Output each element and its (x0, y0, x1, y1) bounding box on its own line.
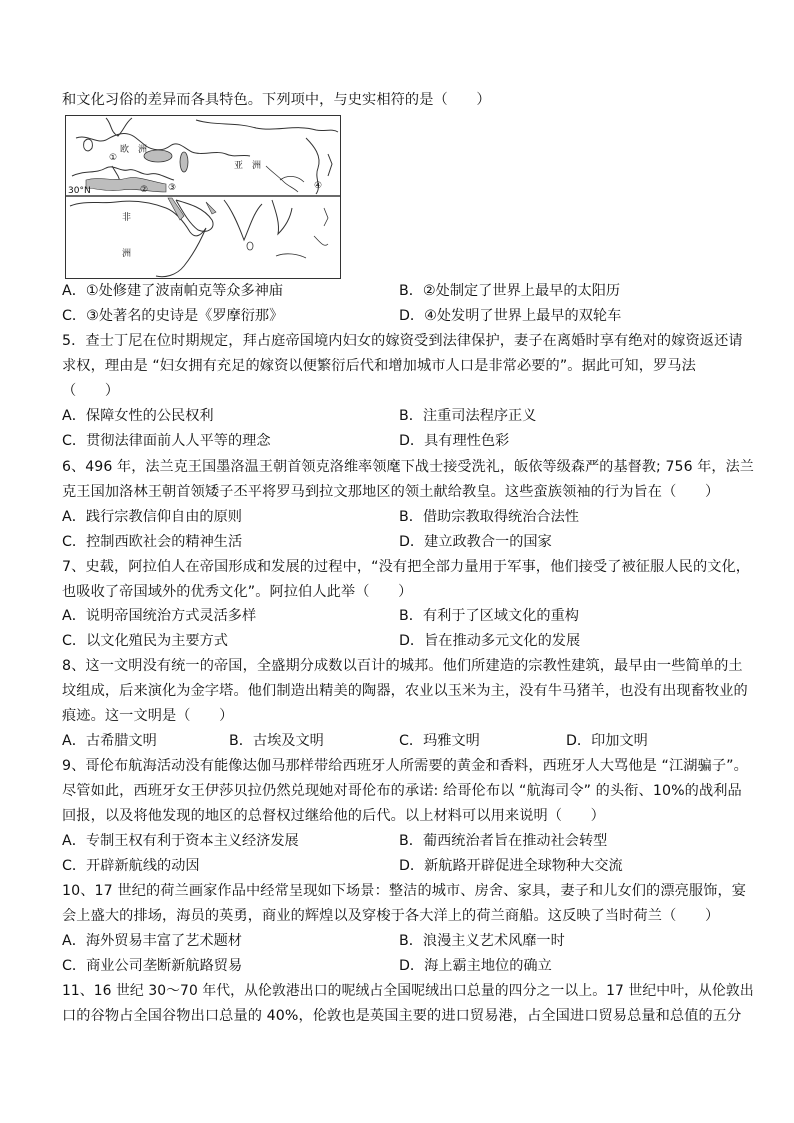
map-label-30n: 30°N (68, 186, 91, 196)
q6-stem-line-2: 克王国加洛林王朝首领矮子丕平将罗马到拉文那地区的领土献给教皇。这些蛮族领袖的行为旨在（ ） (62, 484, 720, 500)
q8-stem-line-3: 痕迹。这一文明是（ ） (62, 708, 234, 724)
q4-stem: 和文化习俗的差异而各具特色。下列项中，与史实相符的是（ ） (62, 92, 491, 108)
q5-stem-line-3: （ ） (62, 383, 120, 399)
q5-stem-line-1: 5．查士丁尼在位时期规定，拜占庭帝国境内妇女的嫁资受到法律保护，妻子在离婚时享有绝对的嫁资返还请 (62, 333, 743, 349)
q4-option-a[interactable]: A．①处修建了波南帕克等众多神庙 (62, 283, 284, 299)
q7-option-a[interactable]: A．说明帝国统治方式灵活多样 (62, 608, 257, 624)
q10-stem-line-2: 会上盛大的排场，海员的英勇，商业的辉煌以及穿梭于各大洋上的荷兰商船。这反映了当时荷兰（ ） (62, 908, 720, 924)
q4-option-d[interactable]: D．④处发明了世界上最早的双轮车 (399, 308, 622, 324)
q7-stem-line-1: 7、史载，阿拉伯人在帝国形成和发展的过程中，“没有把全部力量用于军事，他们接受了被征服人民的文化， (62, 559, 751, 575)
map-label-asia: 亚 洲 (234, 161, 262, 171)
q6-option-a[interactable]: A．践行宗教信仰自由的原则 (62, 509, 242, 525)
q8-option-d[interactable]: D．印加文明 (566, 733, 648, 749)
q6-stem-line-1: 6、496 年，法兰克王国墨洛温王朝首领克洛维率领麾下战士接受洗礼，皈依等级森严的基督教; 756 年，法兰 (62, 459, 754, 475)
q8-stem-line-2: 坟组成，后来演化为金字塔。他们制造出精美的陶器，农业以玉米为主，没有牛马猪羊，也没有出现畜牧业的 (62, 683, 748, 699)
q6-option-b[interactable]: B．借助宗教取得统治合法性 (399, 509, 579, 525)
q9-option-c[interactable]: C．开辟新航线的动因 (62, 858, 200, 874)
q9-option-d[interactable]: D．新航路开辟促进全球物种大交流 (399, 858, 623, 874)
q10-option-b[interactable]: B．浪漫主义艺术风靡一时 (399, 933, 565, 949)
q7-option-b[interactable]: B．有利于了区域文化的重构 (399, 608, 579, 624)
map-marker-1: ① (109, 153, 118, 163)
map-label-africa: 非 (122, 213, 132, 223)
map-marker-2: ② (140, 185, 149, 195)
map-marker-3: ③ (168, 183, 177, 193)
q8-option-c[interactable]: C．玛雅文明 (399, 733, 480, 749)
q4-option-b[interactable]: B．②处制定了世界上最早的太阳历 (399, 283, 621, 299)
q8-stem-line-1: 8、这一文明没有统一的帝国，全盛期分成数以百计的城邦。他们所建造的宗教性建筑，最早由一些简单的土 (62, 658, 743, 674)
q5-option-a[interactable]: A．保障女性的公民权利 (62, 408, 214, 424)
map-figure (66, 116, 340, 278)
q11-stem-line-1: 11、16 世纪 30～70 年代，从伦敦港出口的呢绒占全国呢绒出口总量的四分之一以上。17 世纪中叶，从伦敦出 (62, 983, 754, 999)
q9-stem-line-3: 回报，以及将他发现的地区的总督权过继给他的后代。以上材料可以用来说明（ ） (62, 808, 605, 824)
q5-option-b[interactable]: B．注重司法程序正义 (399, 408, 537, 424)
q7-option-d[interactable]: D．旨在推动多元文化的发展 (399, 633, 581, 649)
q10-option-a[interactable]: A．海外贸易丰富了艺术题材 (62, 933, 242, 949)
q10-option-c[interactable]: C．商业公司垄断新航路贸易 (62, 958, 243, 974)
q9-stem-line-2: 尽管如此，西班牙女王伊莎贝拉仍然兑现她对哥伦布的承诺: 给哥伦布以 “航海司令” 的头衔、10%的战利品 (62, 783, 742, 799)
q10-option-d[interactable]: D．海上霸主地位的确立 (399, 958, 552, 974)
q10-stem-line-1: 10、17 世纪的荷兰画家作品中经常呈现如下场景：整洁的城市、房舍、家具，妻子和儿女们的漂亮服饰，宴 (62, 883, 747, 899)
q9-option-b[interactable]: B．葡西统治者旨在推动社会转型 (399, 833, 608, 849)
q4-map (65, 115, 341, 279)
q6-option-d[interactable]: D．建立政教合一的国家 (399, 534, 552, 550)
q11-stem-line-2: 口的谷物占全国谷物出口总量的 40%，伦敦也是英国主要的进口贸易港，占全国进口贸易总量和总值的五分 (62, 1008, 742, 1024)
map-label-europe: 欧 洲 (120, 145, 148, 155)
map-label-africa-2: 洲 (122, 249, 132, 259)
q5-option-d[interactable]: D．具有理性色彩 (399, 433, 510, 449)
q5-stem-line-2: 求权，理由是 “妇女拥有充足的嫁资以便繁衍后代和增加城市人口是非常必要的”。据此可知，罗马法 (62, 358, 696, 374)
q9-stem-line-1: 9、哥伦布航海活动没有能像达伽马那样带给西班牙人所需要的黄金和香料，西班牙人大骂他是 “江湖骗子”。 (62, 758, 748, 774)
q5-option-c[interactable]: C．贯彻法律面前人人平等的理念 (62, 433, 271, 449)
q8-option-b[interactable]: B．古埃及文明 (229, 733, 324, 749)
q4-option-c[interactable]: C．③处著名的史诗是《罗摩衍那》 (62, 308, 284, 324)
q7-stem-line-2: 也吸收了帝国域外的优秀文化”。阿拉伯人此举（ ） (62, 584, 413, 600)
q7-option-c[interactable]: C．以文化殖民为主要方式 (62, 633, 228, 649)
map-marker-4: ④ (314, 181, 323, 191)
q9-option-a[interactable]: A．专制王权有利于资本主义经济发展 (62, 833, 299, 849)
q6-option-c[interactable]: C．控制西欧社会的精神生活 (62, 534, 243, 550)
q8-option-a[interactable]: A．古希腊文明 (62, 733, 157, 749)
